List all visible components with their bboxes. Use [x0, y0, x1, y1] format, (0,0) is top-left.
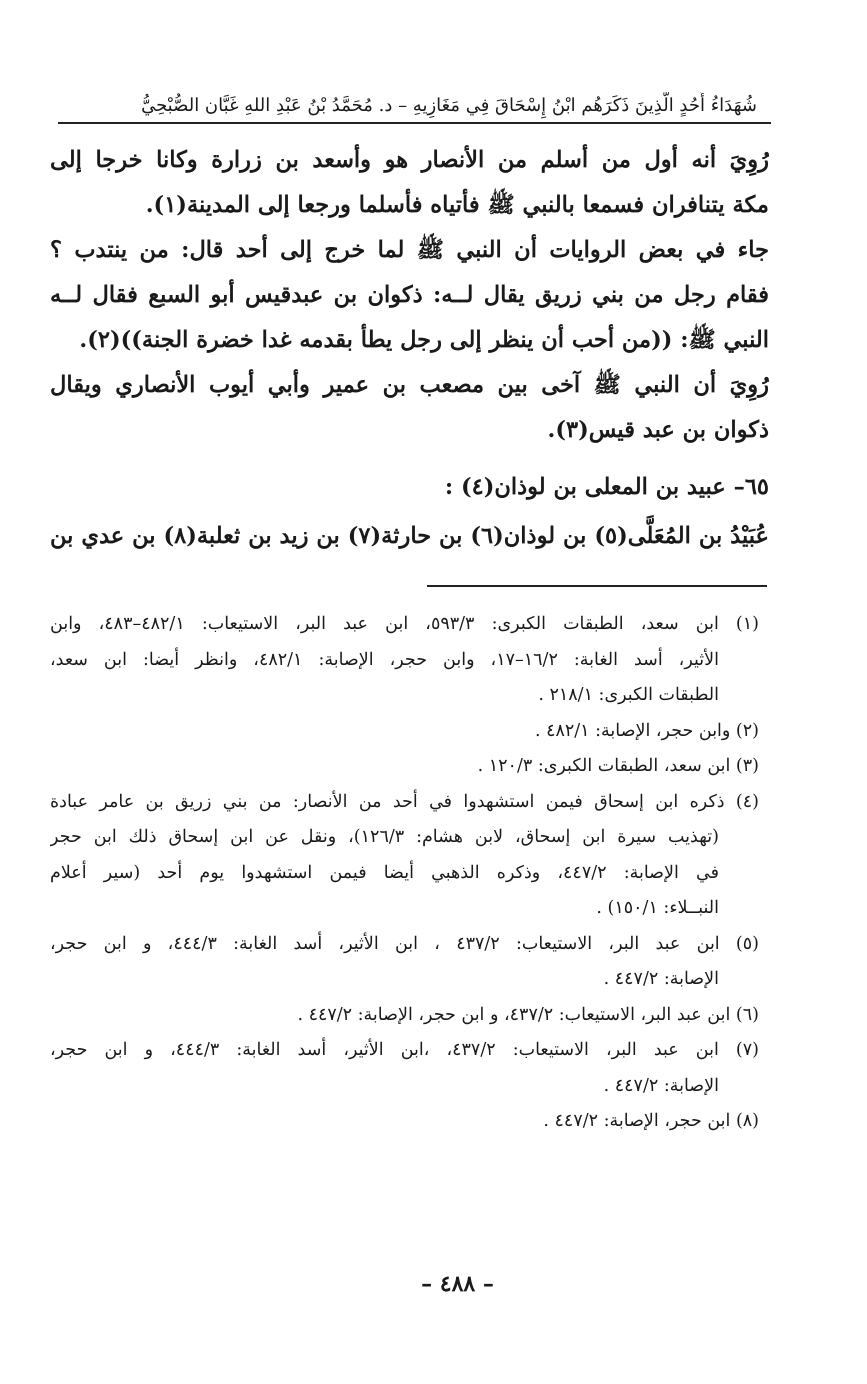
- text-line: رُوِيَ أنه أول من أسلم من الأنصار هو وأسعد بن زرارة وكانا خرجا إلى: [50, 147, 769, 173]
- text-line: رُوِيَ أن النبي ﷺ آخى بين مصعب بن عمير وأبي أيوب الأنصاري ويقال: [50, 372, 769, 398]
- entry-heading-text: ٦٥– عبيد بن المعلى بن لوذان(٤) :: [444, 474, 769, 500]
- text-line: فقام رجل من بني زريق يقال لــه: ذكوان بن عبدقيس أبو السبع فقال لــه: [50, 282, 769, 308]
- footnote-line: (٤) ذكره ابن إسحاق فيمن استشهدوا في أحد من الأنصار: من بني زريق بن عامر عبادة: [50, 791, 759, 812]
- footnote-5: [50, 927, 759, 998]
- footnote-6: [50, 998, 759, 1034]
- footnote-line: (٦) ابن عبد البر، الاستيعاب: ٤٣٧/٢، و ابن حجر، الإصابة: ٤٤٧/٢ .: [297, 1004, 759, 1025]
- footnote-line: (تهذيب سيرة ابن إسحاق، لابن هشام: ١٢٦/٣)، ونقل عن ابن إسحاق ذلك ابن حجر: [50, 827, 719, 847]
- footnote-1: [50, 607, 759, 714]
- text-line: عُبَيْدُ بن المُعَلَّى(٥) بن لوذان(٦) بن حارثة(٧) بن زيد بن ثعلبة(٨) بن عدي بن: [50, 523, 769, 549]
- footnote-8: [50, 1104, 759, 1140]
- footnote-7: [50, 1033, 759, 1104]
- footnote-line: (٨) ابن حجر، الإصابة: ٤٤٧/٢ .: [543, 1111, 759, 1131]
- text-line: جاء في بعض الروايات أن النبي ﷺ لما خرج إلى أحد قال: من ينتدب ؟: [50, 237, 769, 263]
- footnote-line: الإصابة: ٤٤٧/٢ .: [603, 969, 719, 989]
- footnote-line: الإصابة: ٤٤٧/٢ .: [603, 1075, 719, 1096]
- main-text: [50, 138, 769, 559]
- footnote-line: (٥) ابن عبد البر، الاستيعاب: ٤٣٧/٢ ، ابن الأثير، أسد الغابة: ٤٤٤/٣، و ابن حجر،: [50, 933, 759, 954]
- footnote-2: [50, 714, 759, 750]
- text-line: النبي ﷺ: ((من أحب أن ينظر إلى رجل يطأ بقدمه غدا خضرة الجنة))(٢).: [79, 327, 769, 353]
- footnote-line: (٢) وابن حجر، الإصابة: ٤٨٢/١ .: [534, 720, 759, 741]
- footnotes: [50, 607, 767, 1140]
- footnote-line: الطبقات الكبرى: ٢١٨/١ .: [538, 685, 719, 705]
- page-number: – ٤٨٨ –: [421, 1271, 494, 1297]
- paragraph-conversion: [50, 138, 769, 228]
- running-header: شُهَدَاءُ أُحُدٍ الَّذِينَ ذَكَرَهُم ابْنُ إِسْحَاقَ فِي مَغَازِيهِ – د. مُحَمَّدُ بْنُ عَبْدِ اللهِ غَبَّان الصُّبْحِيُّ: [141, 95, 757, 116]
- footnote-line: (١) ابن سعد، الطبقات الكبرى: ٥٩٣/٣، ابن عبد البر، الاستيعاب: ٤٨٢/١–٤٨٣، وابن: [50, 614, 759, 634]
- footnote-line: (٣) ابن سعد، الطبقات الكبرى: ١٢٠/٣ .: [477, 756, 759, 776]
- header-divider: [58, 122, 771, 124]
- entry-lineage: [50, 514, 769, 559]
- footnote-line: النبــلاء: ١٥٠/١) .: [596, 898, 719, 918]
- footnote-divider: [427, 585, 767, 587]
- paragraph-brotherhood: [50, 363, 769, 453]
- footnote-3: [50, 749, 759, 785]
- footnote-4: [50, 785, 759, 927]
- footnote-line: في الإصابة: ٤٤٧/٢، وذكره الذهبي أيضا فيمن استشهدوا يوم أحد (سير أعلام: [50, 862, 719, 883]
- text-line: ذكوان بن عبد قيس(٣).: [547, 417, 769, 443]
- footnote-line: (٧) ابن عبد البر، الاستيعاب: ٤٣٧/٢، ،ابن الأثير، أسد الغابة: ٤٤٤/٣، و ابن حجر،: [50, 1040, 759, 1060]
- text-line: مكة يتنافران فسمعا بالنبي ﷺ فأتياه فأسلما ورجعا إلى المدينة(١).: [145, 192, 769, 218]
- entry-heading: [50, 465, 769, 510]
- footnote-line: الأثير، أسد الغابة: ١٦/٢–١٧، وابن حجر، الإصابة: ٤٨٢/١، وانظر أيضا: ابن سعد،: [50, 649, 719, 670]
- paragraph-uhud-volunteer: [50, 228, 769, 363]
